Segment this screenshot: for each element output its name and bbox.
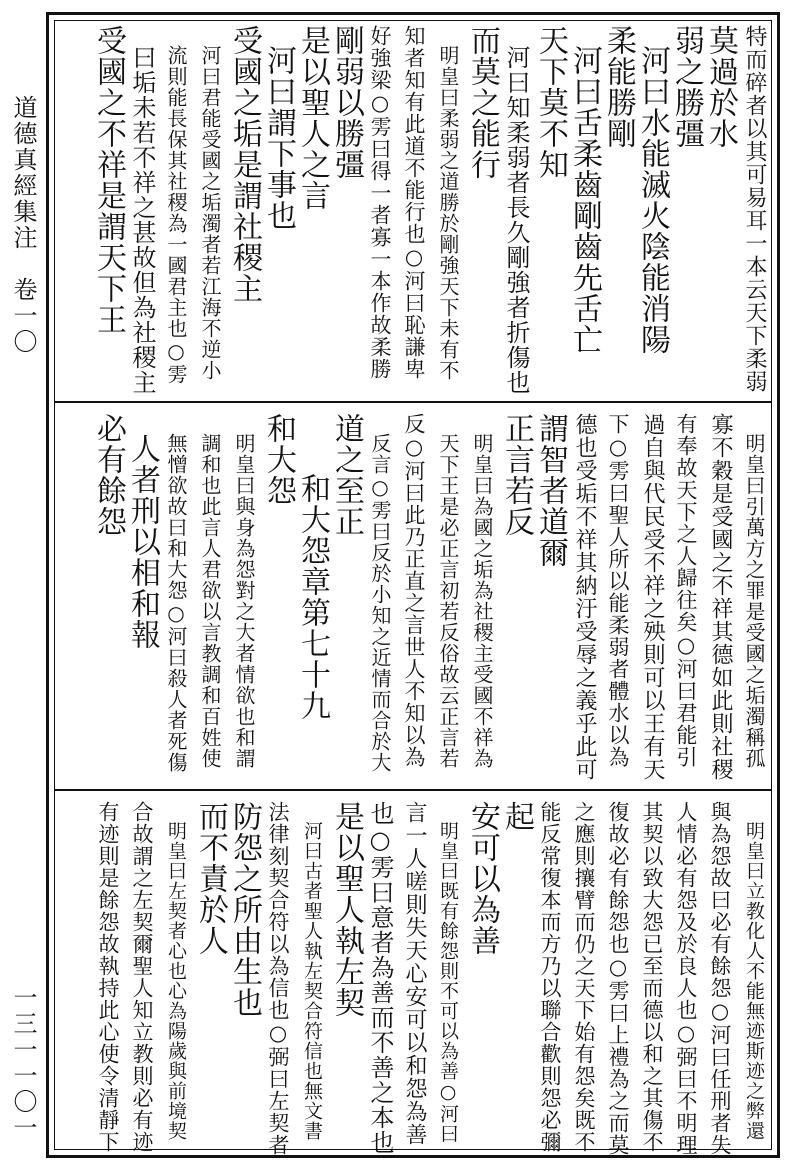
text-column: 謂智者道爾 [533,413,568,568]
inner-border [54,20,772,1156]
text-column: 明皇曰左契者心也心為陽歲與前境契 [165,821,187,1141]
text-column: 復故必有餘怨也○雱曰上禮為之而莫 [606,801,630,1156]
text-column: 是以聖人執左契 [329,801,364,1018]
text-column: 受國之垢是謂社稷主 [227,25,262,304]
text-column: 寡不穀是受國之不祥其德如此則社稷 [708,413,733,781]
text-column: 天下莫不知 [533,25,568,180]
text-column: 河曰謂下事也 [261,45,296,231]
page-number: 一三一一〇一 [9,985,37,1141]
text-column: 其契以致大怨已至而德以和之其傷不 [640,801,664,1153]
text-column: 防怨之所由生也 [227,801,262,1018]
text-column: 是以聖人之言 [295,25,330,211]
text-column: 有迹則是餘怨故執持此心使令清靜下 [96,801,120,1153]
text-column: 反○河曰此乃正直之言世人不知以為 [402,413,426,768]
book-title: 道德真經集注 卷一〇 [9,95,37,355]
text-column: 必有餘怨 [91,413,126,537]
text-column: 與為怨故曰必有餘怨○河曰任刑者失 [708,801,732,1156]
text-column: 安可以為善 [465,801,500,956]
text-column: 特而碎者以其可易耳一本云天下柔弱 [742,25,767,393]
text-column: 之應則攘臂而仍之天下始有怨矣既不 [572,801,596,1153]
text-column: 明皇曰與身為怨對之大者情欲也和謂 [232,433,256,769]
text-column: 明皇曰引萬方之罪是受國之垢濁稱孤 [742,433,766,769]
text-column: 合故謂之左契爾聖人知立教則必有迹 [130,801,154,1153]
panel-top [61,25,765,395]
text-column: 言一人嗟則失天心安可以和怨為善 [402,801,427,1146]
text-column: 河曰古者聖人執左契合符信也無文書 [301,821,323,1141]
text-column: 弱之勝彊 [669,25,704,149]
text-column: 而不責於人 [193,801,228,956]
text-column: 也○雱曰意者為善而不善之本也 [366,801,394,1155]
text-column: 道之至正 [329,413,364,537]
text-column: 明皇曰為國之垢為社稷主受國不祥為 [470,433,494,769]
text-column: 河曰知柔弱者長久剛強者折傷也 [502,45,530,395]
text-column: 流則能長保其社稷為一國君主也○雱 [164,45,188,385]
text-column: 柔能勝剛 [601,25,636,149]
panel-divider [55,401,771,403]
text-column: 法律刻契合符以為信也○弼曰左契者 [266,801,290,1156]
text-column: 河曰君能受國之垢濁者若江海不逆小 [198,45,222,381]
text-column: 而莫之能行 [465,25,500,180]
text-column: 明皇曰立教化人不能無迹斯迹之弊還 [743,821,765,1141]
text-column: 莫過於水 [703,25,738,149]
panel-bottom [61,801,765,1156]
text-column: 受國之不祥是謂天下王 [91,25,126,335]
text-column: 剛弱以勝彊 [329,25,364,180]
text-column: 明皇曰柔弱之道勝於剛強天下未有不 [436,45,460,381]
text-column: 好強梁○雱曰得一者寡一本作故柔勝 [368,25,392,380]
text-column: 能反常復本而方乃以聯合歡則怨必彌 [538,801,562,1153]
chapter-heading: 和大怨章第七十九 [295,473,330,721]
text-column: 調和也此言人君欲以言教調和百姓使 [198,433,222,769]
text-column: 人情必有怨及於良人也○弼曰不明理 [674,801,698,1156]
text-column: 曰垢未若不祥之甚故但為社稷主 [128,45,156,395]
text-column: 反言○雱曰反於小知之近情而合於大 [368,433,392,773]
text-column: 正言若反 [499,413,534,537]
panel-middle [61,413,765,783]
text-column: 明皇曰既有餘怨則不可以為善○河曰 [437,821,459,1144]
text-column: 過自與代民受不祥之殃則可以王有天 [640,413,665,781]
text-column: 河曰舌柔齒剛齒先舌亡 [567,45,602,355]
text-column: 下○雱曰聖人所以能柔弱者體水以為 [606,413,630,768]
panel-divider [55,789,771,791]
text-column: 河曰水能滅火陰能消陽 [635,45,670,355]
text-column: 無憎欲故曰和大怨○河曰殺人者死傷 [164,433,188,773]
text-column: 有奉故天下之人歸往矣○河曰君能引 [674,413,698,768]
text-column: 德也受垢不祥其納汙受辱之義乎此可 [572,413,597,781]
text-column: 人者刑以相和報 [125,433,160,650]
text-column: 知者知有此道不能行也○河曰恥謙卑 [402,25,426,380]
text-column: 和大怨 [261,413,296,506]
text-column: 天下王是必正言初若反俗故云正言若 [436,433,460,769]
text-column: 起 [499,801,534,832]
page-frame [46,12,780,1158]
